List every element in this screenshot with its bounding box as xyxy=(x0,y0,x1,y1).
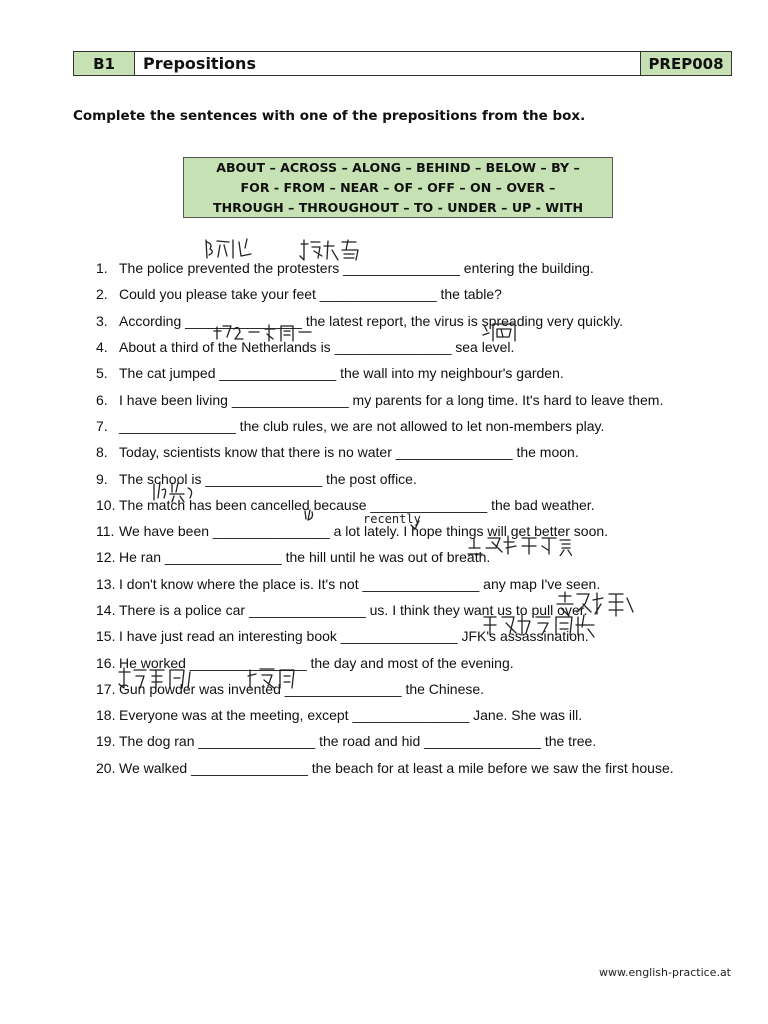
exercise-number: 5. xyxy=(96,365,108,382)
instruction-text: Complete the sentences with one of the prepositions from the box. xyxy=(73,108,586,124)
exercise-sentence: He worked _______________ the day and most of the evening. xyxy=(119,654,514,671)
exercise-number: 1. xyxy=(96,260,108,277)
exercise-item xyxy=(96,676,674,702)
exercise-number: 13. xyxy=(96,575,116,592)
exercise-sentence: Could you please take your feet _______________ the table? xyxy=(119,286,502,303)
worksheet-header xyxy=(73,51,732,76)
exercise-item xyxy=(96,360,674,386)
exercise-sentence: Everyone was at the meeting, except _______________ Jane. She was ill. xyxy=(119,707,583,724)
exercise-sentence: The cat jumped _______________ the wall into my neighbour's garden. xyxy=(119,365,564,382)
exercise-number: 9. xyxy=(96,470,108,487)
exercise-item xyxy=(96,518,674,544)
exercise-number: 6. xyxy=(96,391,108,408)
exercise-number: 4. xyxy=(96,339,108,356)
exercise-sentence: We have been _______________ a lot lately. I hope things will get better soon. xyxy=(119,523,609,540)
exercise-number: 3. xyxy=(96,312,108,329)
exercise-sentence: Gun powder was invented _______________ the Chinese. xyxy=(119,680,485,697)
exercise-sentence: _______________ the club rules, we are not allowed to let non-members play. xyxy=(119,417,605,434)
exercise-number: 10. xyxy=(96,496,116,513)
word-box-line: THROUGH – THROUGHOUT – TO - UNDER – UP - WITH xyxy=(213,199,583,215)
exercise-number: 14. xyxy=(96,602,116,618)
exercise-sentence: The dog ran _______________ the road and hid _______________ the tree. xyxy=(119,733,597,750)
exercise-item xyxy=(96,544,674,570)
exercise-number: 17. xyxy=(96,680,116,697)
exercise-sentence: The school is _______________ the post office. xyxy=(119,470,417,487)
exercise-list xyxy=(96,255,674,781)
worksheet-title: Prepositions xyxy=(135,52,641,75)
exercise-sentence: According _______________ the latest report, the virus is spreading very quickly. xyxy=(119,312,624,329)
exercise-sentence: The match has been cancelled because _______________ the bad weather. xyxy=(119,496,595,513)
exercise-number: 8. xyxy=(96,444,108,461)
exercise-sentence: Today, scientists know that there is no water _______________ the moon. xyxy=(119,444,579,461)
exercise-item xyxy=(96,308,674,334)
exercise-sentence: I have just read an interesting book _______________ JFK's assassination. xyxy=(119,628,589,645)
exercise-number: 20. xyxy=(96,759,116,776)
exercise-number: 12. xyxy=(96,549,116,566)
exercise-item xyxy=(96,649,674,675)
exercise-sentence: There is a police car _______________ us. I think they want us to pull over. xyxy=(119,602,588,618)
exercise-number: 7. xyxy=(96,417,108,434)
exercise-item xyxy=(96,702,674,728)
exercise-sentence: He ran _______________ the hill until he was out of breath. xyxy=(119,549,491,566)
exercise-sentence: The police prevented the protesters _______________ entering the building. xyxy=(119,260,594,277)
exercise-number: 15. xyxy=(96,628,116,645)
exercise-sentence: I don't know where the place is. It's not _______________ any map I've seen. xyxy=(119,575,601,592)
exercise-item xyxy=(96,623,674,649)
exercise-sentence: I have been living _______________ my parents for a long time. It's hard to leave them. xyxy=(119,391,664,408)
level-label: B1 xyxy=(74,52,135,75)
exercise-item xyxy=(96,386,674,412)
exercise-item xyxy=(96,571,674,597)
exercise-item xyxy=(96,728,674,754)
exercise-number: 19. xyxy=(96,733,116,750)
exercise-number: 16. xyxy=(96,654,116,671)
word-box-line: ABOUT – ACROSS – ALONG – BEHIND – BELOW – BY – xyxy=(216,159,580,175)
exercise-number: 11. xyxy=(96,523,115,540)
exercise-item xyxy=(96,439,674,465)
exercise-item xyxy=(96,492,674,518)
exercise-item xyxy=(96,755,674,781)
exercise-item xyxy=(96,334,674,360)
exercise-sentence: We walked _______________ the beach for at least a mile before we saw the first house. xyxy=(119,759,674,776)
footer-url[interactable]: www.english-practice.at xyxy=(598,966,731,979)
exercise-item xyxy=(96,597,674,623)
exercise-item xyxy=(96,255,674,281)
exercise-item xyxy=(96,465,674,491)
preposition-word-box xyxy=(183,157,613,218)
exercise-sentence: About a third of the Netherlands is _______________ sea level. xyxy=(119,339,515,356)
exercise-number: 18. xyxy=(96,707,116,724)
worksheet-code: PREP008 xyxy=(641,52,731,75)
handwritten-word: recently xyxy=(363,512,421,526)
word-box-line: FOR - FROM – NEAR – OF - OFF – ON – OVER – xyxy=(240,179,556,195)
exercise-number: 2. xyxy=(96,286,108,303)
exercise-item xyxy=(96,281,674,307)
exercise-item xyxy=(96,413,674,439)
